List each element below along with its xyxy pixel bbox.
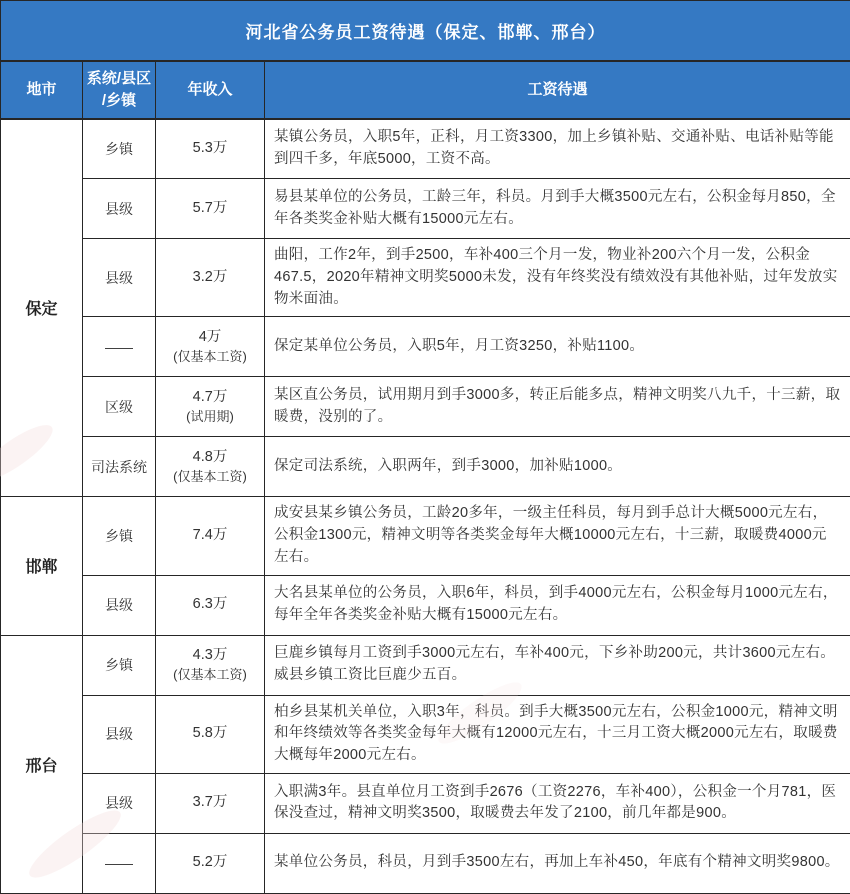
system-cell: 县级 xyxy=(83,773,156,833)
city-cell: 邢台 xyxy=(1,635,83,893)
income-value: 4万 xyxy=(162,328,258,348)
income-cell xyxy=(156,695,265,773)
system-cell: 乡镇 xyxy=(83,119,156,179)
salary-detail-cell: 成安县某乡镇公务员，工龄20多年，一级主任科员，每月到手总计大概5000元左右，公积金1300元，精神文明等各类奖金每年大概10000元左右，十三薪，取暖费4000元左右。 xyxy=(265,497,850,575)
salary-detail-cell: 某区直公务员，试用期月到手3000多，转正后能多点，精神文明奖八九千，十三薪，取暖费，没别的了。 xyxy=(265,377,850,437)
income-cell xyxy=(156,119,265,179)
col-header-city: 地市 xyxy=(1,61,83,119)
income-value: 4.8万 xyxy=(162,448,258,468)
income-value: 5.8万 xyxy=(162,724,258,744)
income-value: 5.7万 xyxy=(162,199,258,219)
income-note: (仅基本工资) xyxy=(162,666,258,684)
income-cell xyxy=(156,239,265,317)
income-cell xyxy=(156,179,265,239)
salary-detail-cell: 曲阳，工作2年，到手2500，车补400三个月一发，物业补200六个月一发，公积金467.5，2020年精神文明奖5000未发，没有年终奖没有绩效没有其他补贴，过年发放实物米面油。 xyxy=(265,239,850,317)
income-cell xyxy=(156,437,265,497)
income-cell xyxy=(156,773,265,833)
system-cell: 区级 xyxy=(83,377,156,437)
income-cell xyxy=(156,575,265,635)
table-row xyxy=(1,377,850,437)
income-value: 5.2万 xyxy=(162,853,258,873)
system-cell: 乡镇 xyxy=(83,497,156,575)
income-cell xyxy=(156,497,265,575)
system-cell: 乡镇 xyxy=(83,635,156,695)
system-cell: 县级 xyxy=(83,575,156,635)
income-value: 4.3万 xyxy=(162,646,258,666)
column-header-row xyxy=(1,61,850,119)
salary-detail-cell: 某单位公务员，科员，月到手3500左右，再加上车补450，年底有个精神文明奖9800。 xyxy=(265,833,850,893)
table-row xyxy=(1,239,850,317)
income-note: (试用期) xyxy=(162,408,258,426)
income-value: 7.4万 xyxy=(162,526,258,546)
salary-detail-cell: 大名县某单位的公务员，入职6年，科员，到手4000元左右，公积金每月1000元左右，每年全年各类奖金补贴大概有15000元左右。 xyxy=(265,575,850,635)
income-value: 5.3万 xyxy=(162,139,258,159)
system-cell: —— xyxy=(83,833,156,893)
income-cell xyxy=(156,833,265,893)
salary-detail-cell: 入职满3年。县直单位月工资到手2676（工资2276，车补400），公积金一个月781，医保没查过，精神文明奖3500，取暖费去年发了2100，前几年都是900。 xyxy=(265,773,850,833)
salary-detail-cell: 柏乡县某机关单位，入职3年，科员。到手大概3500元左右，公积金1000元，精神文明和年终绩效等各类奖金每年大概有12000元左右，十三月工资大概2000元左右，取暖费大概每年2000元左右。 xyxy=(265,695,850,773)
table-row xyxy=(1,179,850,239)
col-header-detail: 工资待遇 xyxy=(265,61,850,119)
system-cell: 县级 xyxy=(83,239,156,317)
system-cell: 县级 xyxy=(83,695,156,773)
income-note: (仅基本工资) xyxy=(162,468,258,486)
income-cell xyxy=(156,635,265,695)
income-value: 4.7万 xyxy=(162,388,258,408)
income-value: 3.7万 xyxy=(162,793,258,813)
salary-detail-cell: 保定司法系统，入职两年，到手3000，加补贴1000。 xyxy=(265,437,850,497)
table-row xyxy=(1,119,850,179)
title-row xyxy=(1,1,850,61)
income-note: (仅基本工资) xyxy=(162,348,258,366)
table-row xyxy=(1,695,850,773)
salary-detail-cell: 保定某单位公务员，入职5年，月工资3250，补贴1100。 xyxy=(265,317,850,377)
table-row xyxy=(1,833,850,893)
system-cell: 县级 xyxy=(83,179,156,239)
table-row xyxy=(1,317,850,377)
salary-detail-cell: 易县某单位的公务员，工龄三年，科员。月到手大概3500元左右，公积金每月850，全年各类奖金补贴大概有15000元左右。 xyxy=(265,179,850,239)
salary-detail-cell: 某镇公务员，入职5年，正科，月工资3300，加上乡镇补贴、交通补贴、电话补贴等能到四千多，年底5000，工资不高。 xyxy=(265,119,850,179)
table-row xyxy=(1,575,850,635)
col-header-income: 年收入 xyxy=(156,61,265,119)
table-row xyxy=(1,497,850,575)
table-title: 河北省公务员工资待遇（保定、邯郸、邢台） xyxy=(1,1,850,61)
income-cell xyxy=(156,317,265,377)
income-value: 6.3万 xyxy=(162,595,258,615)
col-header-system: 系统/县区 /乡镇 xyxy=(83,61,156,119)
city-cell: 邯郸 xyxy=(1,497,83,635)
table-row xyxy=(1,437,850,497)
city-cell: 保定 xyxy=(1,119,83,497)
table-row xyxy=(1,773,850,833)
income-cell xyxy=(156,377,265,437)
system-cell: —— xyxy=(83,317,156,377)
system-cell: 司法系统 xyxy=(83,437,156,497)
table-row xyxy=(1,635,850,695)
salary-detail-cell: 巨鹿乡镇每月工资到手3000元左右，车补400元，下乡补助200元，共计3600元左右。威县乡镇工资比巨鹿少五百。 xyxy=(265,635,850,695)
income-value: 3.2万 xyxy=(162,268,258,288)
